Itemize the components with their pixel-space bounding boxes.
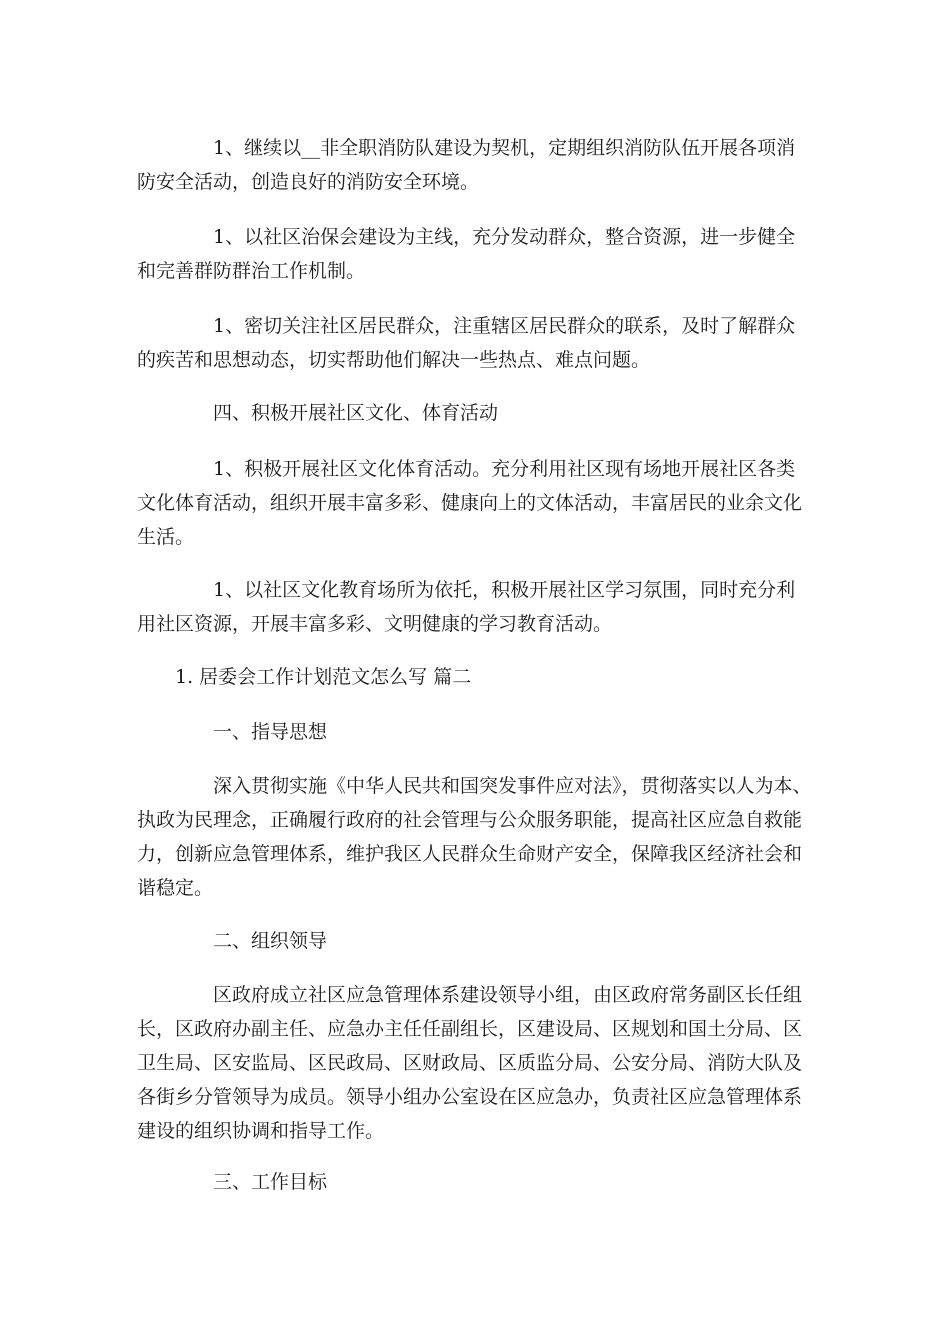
paragraph-line: 区政府成立社区应急管理体系建设领导小组，由区政府常务副区长任组 xyxy=(213,984,803,1006)
paragraph-line: 1、密切关注社区居民群众，注重辖区居民群众的联系，及时了解群众 xyxy=(213,315,796,337)
paragraph-education xyxy=(137,573,817,641)
section-heading-culture-sports xyxy=(137,396,817,430)
paragraph-line: 力，创新应急管理体系，维护我区人民群众生命财产安全，保障我区经济社会和 xyxy=(137,843,803,865)
paragraph-line: 长，区政府办副主任、应急办主任任副组长，区建设局、区规划和国土分局、区 xyxy=(137,1018,803,1040)
paragraph-line: 文化体育活动，组织开展丰富多彩、健康向上的文体活动，丰富居民的业余文化 xyxy=(137,492,803,514)
paragraph-security-committee xyxy=(137,220,817,288)
paragraph-organization xyxy=(137,978,817,1148)
section-heading: 二、组织领导 xyxy=(213,930,328,952)
paragraph-line: 执政为民理念，正确履行政府的社会管理与公众服务职能，提高社区应急自救能 xyxy=(137,809,803,831)
paragraph-line: 和完善群防群治工作机制。 xyxy=(137,260,366,282)
paragraph-line: 生活。 xyxy=(137,526,195,548)
section-heading: 三、工作目标 xyxy=(213,1171,328,1193)
paragraph-line: 建设的组织协调和指导工作。 xyxy=(137,1120,385,1142)
paragraph-line: 1、积极开展社区文化体育活动。充分利用社区现有场地开展社区各类 xyxy=(213,458,796,480)
section-heading: 一、指导思想 xyxy=(213,721,328,743)
paragraph-line: 深入贯彻实施《中华人民共和国突发事件应对法》，贯彻落实以人为本、 xyxy=(213,775,812,797)
paragraph-residents-care xyxy=(137,309,817,377)
paragraph-line: 1、以社区治保会建设为主线，充分发动群众，整合资源，进一步健全 xyxy=(213,226,796,248)
section-heading-work-goals xyxy=(137,1165,817,1199)
paragraph-line: 卫生局、区安监局、区民政局、区财政局、区质监分局、公安分局、消防大队及 xyxy=(137,1052,803,1074)
paragraph-fire-team xyxy=(137,131,817,199)
paragraph-line: 防安全活动，创造良好的消防安全环境。 xyxy=(137,171,480,193)
paragraph-line: 1、以社区文化教育场所为依托，积极开展社区学习氛围，同时充分利 xyxy=(213,579,796,601)
paragraph-culture-sports xyxy=(137,452,817,554)
paragraph-line: 谐稳定。 xyxy=(137,877,214,899)
section-heading: 四、积极开展社区文化、体育活动 xyxy=(213,402,499,424)
paragraph-guiding-ideology xyxy=(137,769,817,905)
paragraph-line: 的疾苦和思想动态，切实帮助他们解决一些热点、难点问题。 xyxy=(137,349,651,371)
section-heading-guiding-ideology xyxy=(137,715,817,749)
section-heading-organization xyxy=(137,924,817,958)
paragraph-line: 各街乡分管领导为成员。领导小组办公室设在区应急办，负责社区应急管理体系 xyxy=(137,1086,803,1108)
paragraph-line: 1、继续以__非全职消防队建设为契机，定期组织消防队伍开展各项消 xyxy=(213,137,796,159)
article-subtitle: 1. 居委会工作计划范文怎么写 篇二 xyxy=(175,666,472,688)
paragraph-line: 用社区资源，开展丰富多彩、文明健康的学习教育活动。 xyxy=(137,613,613,635)
